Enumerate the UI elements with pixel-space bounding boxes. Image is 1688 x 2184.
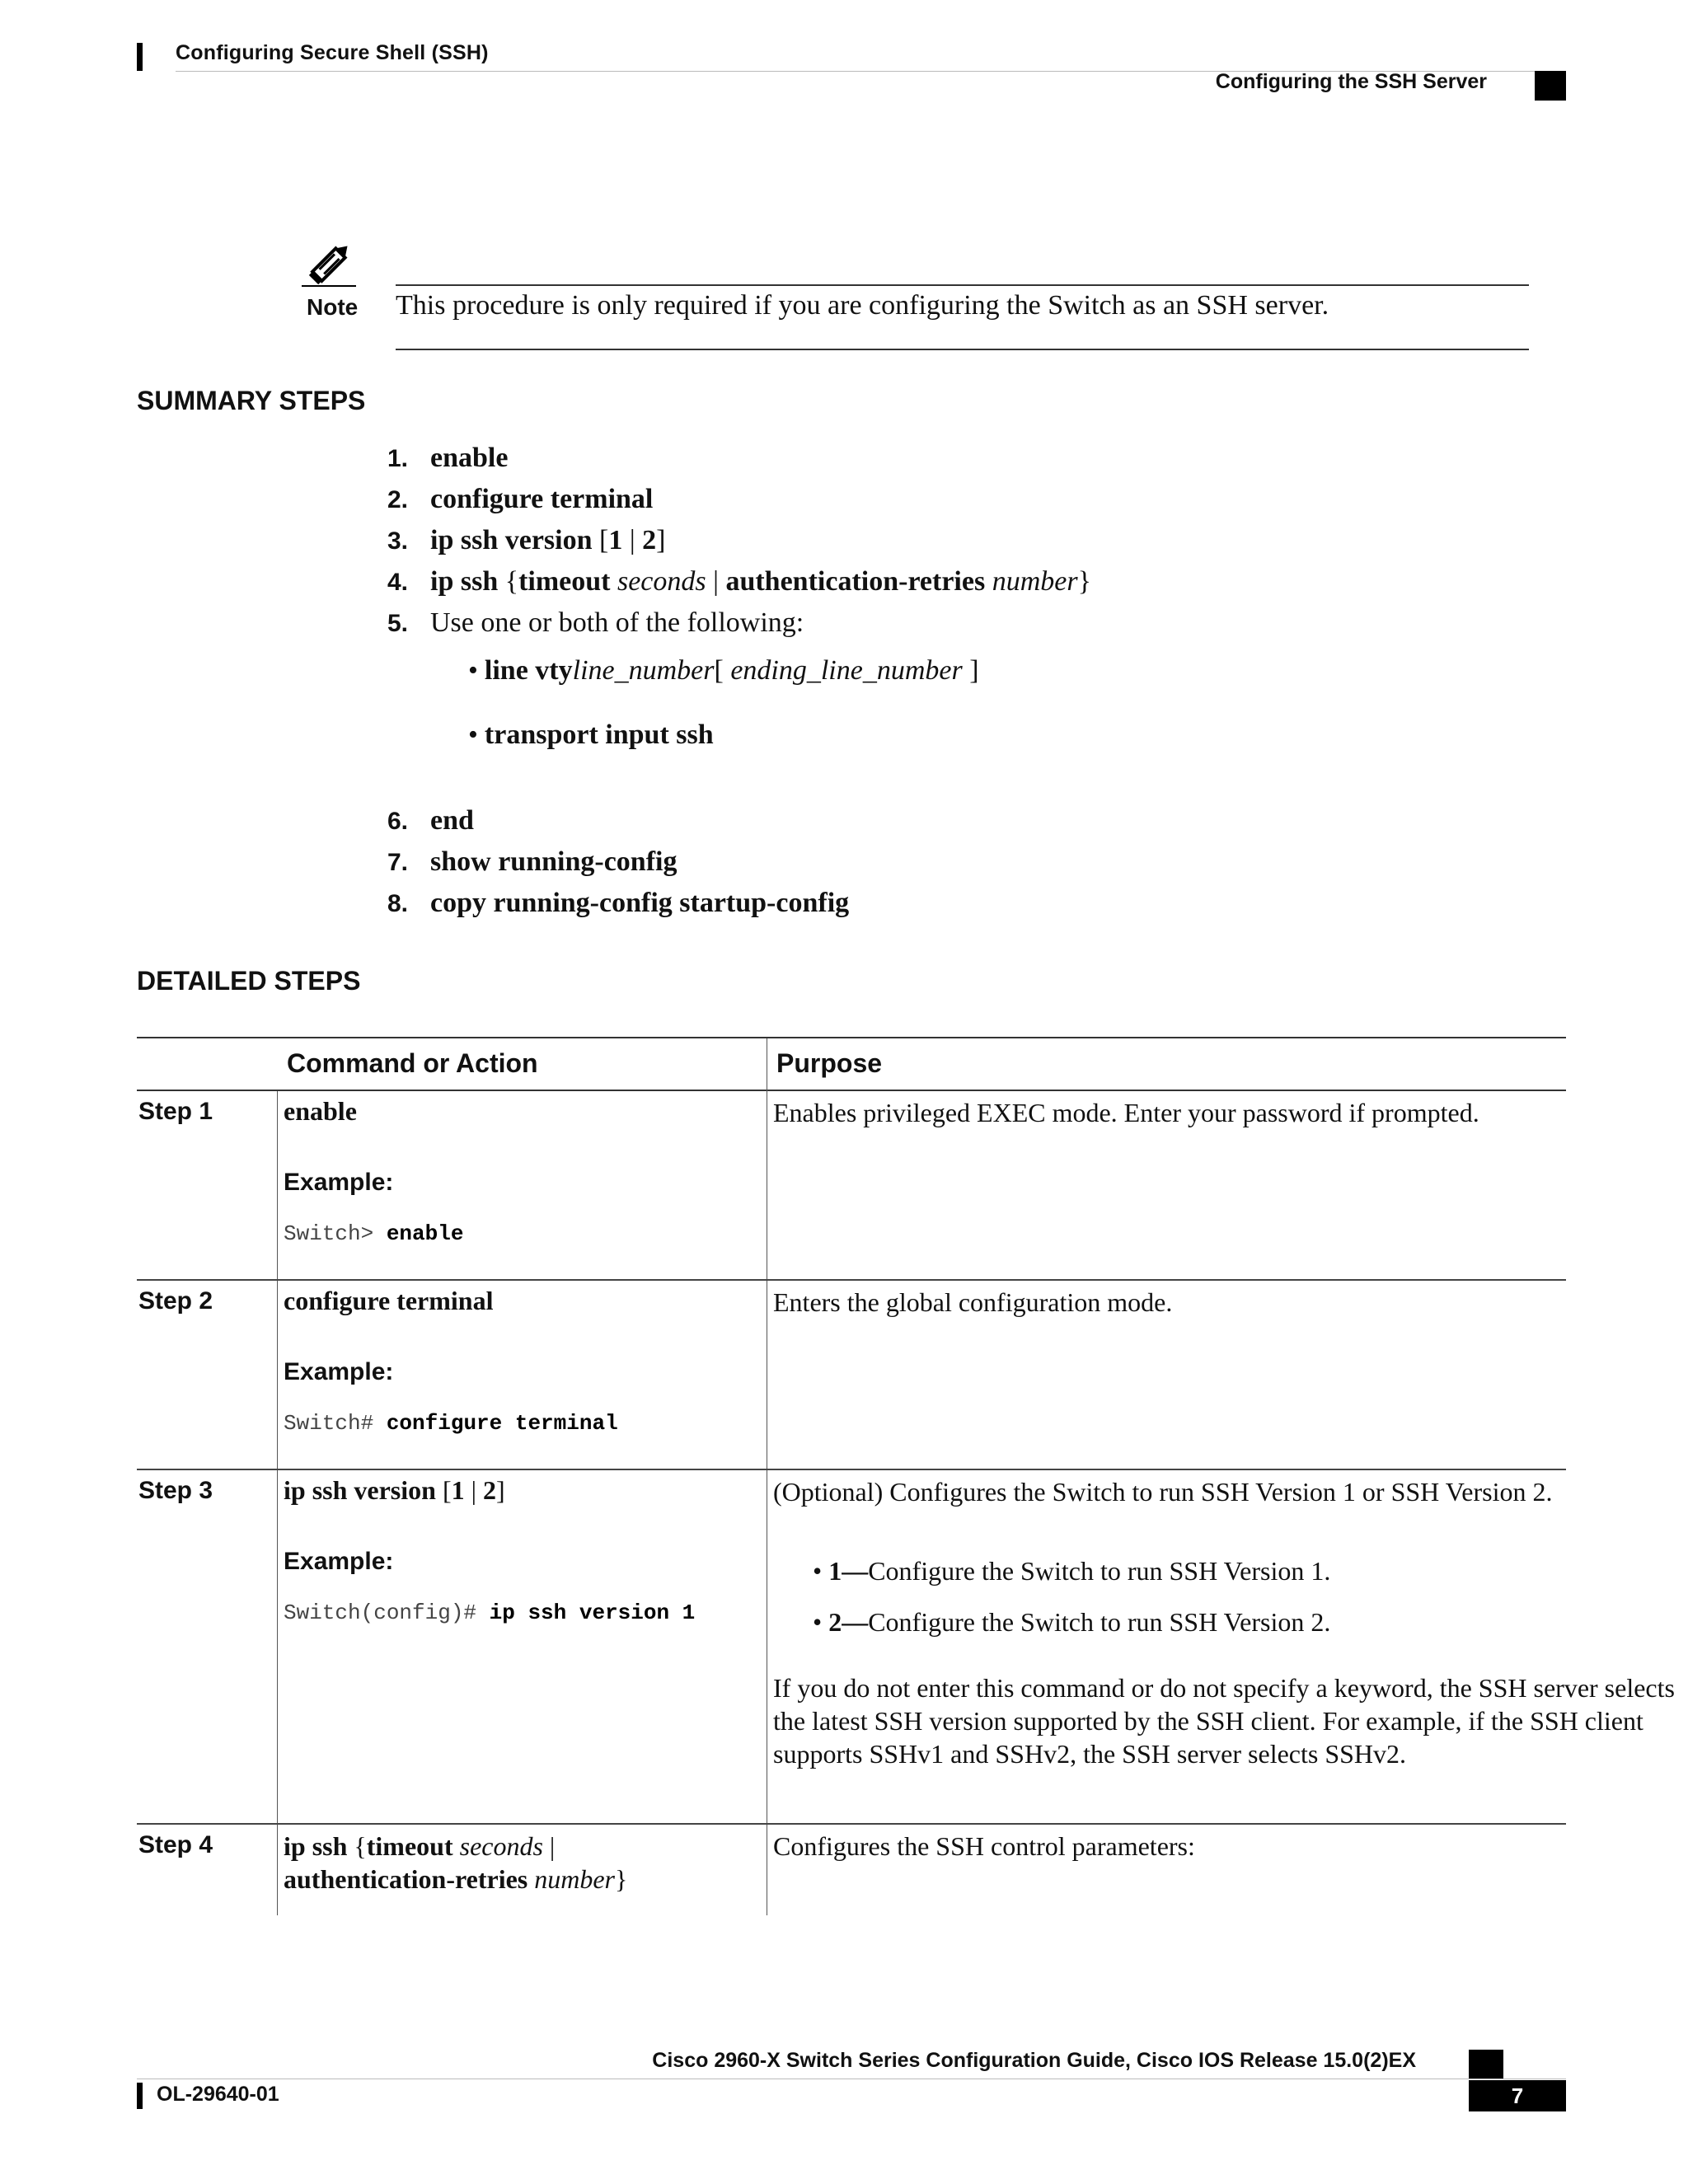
step-command: enable <box>430 443 509 473</box>
row-rule <box>137 1279 1566 1281</box>
summary-step <box>387 607 1541 649</box>
summary-steps-list <box>387 443 1541 929</box>
purpose-bullet: • 1—Configure the Switch to run SSH Version 1. <box>813 1556 1331 1586</box>
header-left-bar <box>137 43 143 71</box>
purpose-bullet: • 2—Configure the Switch to run SSH Version 2. <box>813 1607 1331 1637</box>
step-command: ip ssh version [1 | 2] <box>430 525 666 555</box>
step-purpose: Configures the SSH control parameters: <box>773 1831 1195 1861</box>
step-purpose-note: If you do not enter this command or do not specify a keyword, the SSH server selects the latest SSH version supported by the SSH client. For example, if the SSH client supports SSHv1 and SSHv2, the SSH server selects SSHv2. <box>773 1673 1675 1769</box>
note-rule-bottom <box>396 349 1529 350</box>
summary-step <box>387 888 1541 929</box>
step-label: Step 1 <box>138 1098 213 1125</box>
step-purpose: Enables privileged EXEC mode. Enter your password if prompted. <box>773 1098 1479 1127</box>
summary-steps-heading: SUMMARY STEPS <box>137 386 366 415</box>
summary-step <box>387 525 1541 566</box>
summary-step <box>387 484 1541 525</box>
example-label: Example: <box>284 1169 394 1196</box>
step-number: 6. <box>387 808 409 835</box>
note-rule-top <box>396 284 1529 286</box>
step-command: end <box>430 805 474 836</box>
example-label: Example: <box>284 1358 394 1385</box>
row-rule <box>137 1469 1566 1470</box>
step-text: Use one or both of the following: <box>430 607 804 638</box>
column-divider <box>277 1091 278 1915</box>
column-header-purpose: Purpose <box>776 1048 883 1078</box>
step-number: 5. <box>387 610 409 637</box>
step-command: enable <box>284 1096 357 1126</box>
step-number: 1. <box>387 445 409 472</box>
footer-doc-id: OL-29640-01 <box>157 2083 279 2106</box>
step-label: Step 2 <box>138 1287 213 1315</box>
step-purpose: Enters the global configuration mode. <box>773 1287 1173 1317</box>
step-purpose: (Optional) Configures the Switch to run SSH Version 1 or SSH Version 2. <box>773 1477 1553 1507</box>
step-command: ip ssh version [1 | 2] <box>284 1475 505 1505</box>
step-command: ip ssh {timeout seconds | authentication-retries number} <box>284 1831 628 1894</box>
substep-item: • transport input ssh <box>468 719 714 750</box>
pencil-note-icon <box>303 236 358 290</box>
footer-left-bar <box>137 2083 143 2109</box>
summary-substeps <box>387 649 1541 805</box>
footer-box <box>1469 2050 1503 2079</box>
step-command: configure terminal <box>430 484 654 514</box>
step-label: Step 4 <box>138 1831 213 1858</box>
chapter-title: Configuring Secure Shell (SSH) <box>176 41 489 64</box>
step-label: Step 3 <box>138 1477 213 1504</box>
detailed-steps-heading: DETAILED STEPS <box>137 966 361 996</box>
step-command: configure terminal <box>284 1286 494 1315</box>
row-rule <box>137 1823 1566 1825</box>
summary-step <box>387 566 1541 607</box>
header-right-box <box>1535 71 1566 101</box>
footer-guide-title: Cisco 2960-X Switch Series Configuration Guide, Cisco IOS Release 15.0(2)EX <box>652 2049 1416 2072</box>
step-command: copy running-config startup-config <box>430 888 850 918</box>
step-number: 7. <box>387 849 409 876</box>
detailed-steps-table <box>137 1037 1675 1910</box>
summary-step <box>387 846 1541 888</box>
column-header-command: Command or Action <box>287 1048 538 1078</box>
example-code: Switch(config)# ip ssh version 1 <box>284 1601 696 1625</box>
note-label: Note <box>307 294 359 320</box>
step-number: 8. <box>387 890 409 917</box>
step-number: 2. <box>387 486 409 513</box>
step-command: show running-config <box>430 846 678 877</box>
example-label: Example: <box>284 1548 394 1575</box>
step-number: 3. <box>387 527 409 555</box>
table-header-rule <box>137 1090 1566 1091</box>
summary-step <box>387 443 1541 484</box>
table-top-rule <box>137 1037 1566 1038</box>
section-title: Configuring the SSH Server <box>1215 70 1487 93</box>
step-number: 4. <box>387 569 409 596</box>
substep-item: • line vtyline_number[ ending_line_number ] <box>468 655 979 686</box>
summary-step <box>387 805 1541 846</box>
page-number: 7 <box>1469 2080 1566 2111</box>
step-command: ip ssh {timeout seconds | authentication-retries number} <box>430 566 1091 597</box>
note-text: This procedure is only required if you are configuring the Switch as an SSH server. <box>396 290 1329 321</box>
example-code: Switch# configure terminal <box>284 1411 618 1436</box>
note-icon-rule <box>302 285 356 287</box>
example-code: Switch> enable <box>284 1221 464 1246</box>
